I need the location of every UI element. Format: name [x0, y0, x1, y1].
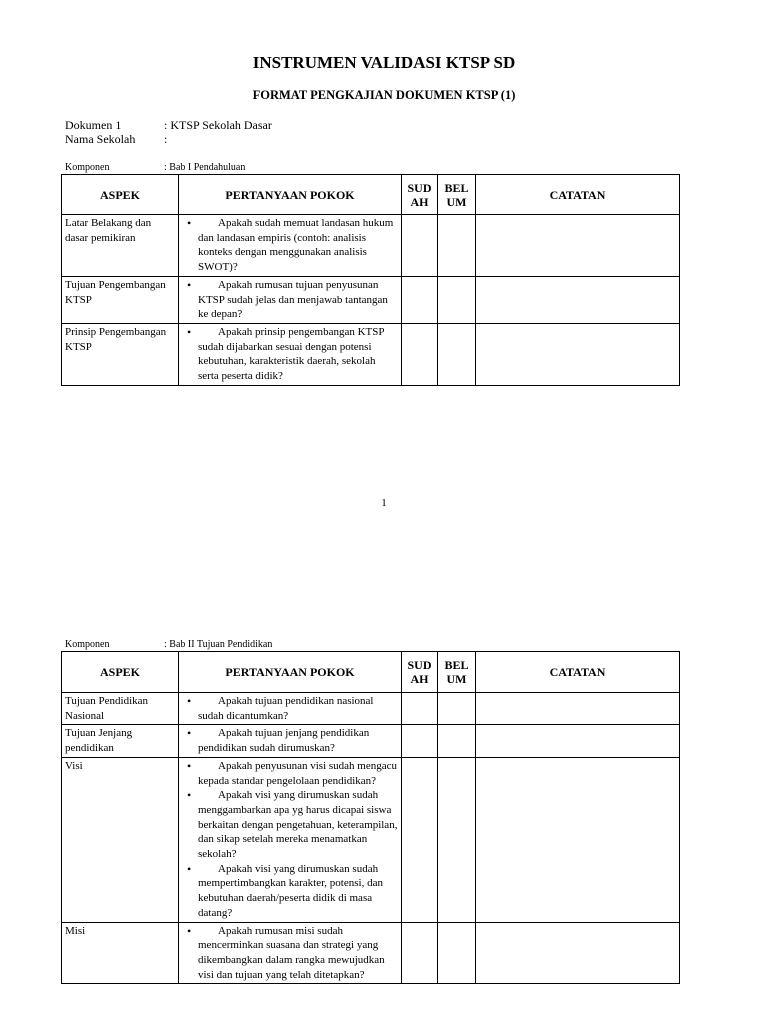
- aspek-cell: Prinsip Pengembangan KTSP: [62, 323, 179, 385]
- question-item: • Apakah penyusunan visi sudah mengacu kepada standar pengelolaan pendidikan?: [188, 759, 398, 788]
- question-item: • Apakah visi yang dirumuskan sudah mempertimbangkan karakter, potensi, dan kebutuhan daerah/peserta didik di masa datang?: [188, 862, 398, 921]
- table-row: [62, 757, 680, 922]
- header-sudah-line2: AH: [410, 194, 429, 209]
- pertanyaan-cell: [179, 276, 402, 323]
- header-catatan: CATATAN: [476, 652, 680, 693]
- header-pertanyaan: PERTANYAAN POKOK: [179, 175, 402, 215]
- document-title: INSTRUMEN VALIDASI KTSP SD: [252, 53, 516, 72]
- pertanyaan-cell: [179, 757, 402, 922]
- sudah-cell[interactable]: [402, 757, 438, 922]
- aspek-cell: Tujuan Pendidikan Nasional: [62, 693, 179, 725]
- page-number: 1: [381, 497, 387, 509]
- table-row: [62, 323, 680, 385]
- header-belum: [438, 652, 476, 693]
- sudah-cell[interactable]: [402, 323, 438, 385]
- header-sudah: [402, 652, 438, 693]
- header-belum-line1: BEL: [444, 180, 469, 195]
- sekolah-value: :: [164, 132, 168, 146]
- aspek-cell: Tujuan Jenjang pendidikan: [62, 725, 179, 757]
- table-header-row: [62, 652, 680, 693]
- komponen-value-1: : Bab I Pendahuluan: [164, 162, 246, 173]
- question-list: [182, 694, 398, 723]
- catatan-cell[interactable]: [476, 276, 680, 323]
- header-sudah-line2: AH: [410, 672, 429, 686]
- table-row: [62, 215, 680, 277]
- header-belum-line1: BEL: [444, 658, 469, 672]
- aspek-cell: Latar Belakang dan dasar pemikiran: [62, 215, 179, 277]
- belum-cell[interactable]: [438, 693, 476, 725]
- question-list: [182, 759, 398, 921]
- question-list: [182, 216, 398, 275]
- header-sudah: [402, 175, 438, 215]
- question-item: • Apakah visi yang dirumuskan sudah menggambarkan apa yg harus dicapai siswa berkaitan dengan pengetahuan, keterampilan, dan sikap setelah mereka menamatkan sekolah?: [188, 788, 398, 862]
- pertanyaan-cell: [179, 725, 402, 757]
- table-row: [62, 725, 680, 757]
- catatan-cell[interactable]: [476, 693, 680, 725]
- header-belum: [438, 175, 476, 215]
- question-list: [182, 726, 398, 755]
- catatan-cell[interactable]: [476, 757, 680, 922]
- sekolah-label: Nama Sekolah: [65, 132, 136, 146]
- catatan-cell[interactable]: [476, 922, 680, 984]
- belum-cell[interactable]: [438, 725, 476, 757]
- catatan-cell[interactable]: [476, 215, 680, 277]
- header-belum-line2: UM: [446, 194, 467, 209]
- sudah-cell[interactable]: [402, 276, 438, 323]
- question-list: [182, 325, 398, 384]
- pertanyaan-cell: [179, 323, 402, 385]
- table-row: [62, 276, 680, 323]
- belum-cell[interactable]: [438, 757, 476, 922]
- sudah-cell[interactable]: [402, 693, 438, 725]
- table-header-row: [62, 175, 680, 215]
- aspek-cell: Tujuan Pengembangan KTSP: [62, 276, 179, 323]
- question-item: • Apakah sudah memuat landasan hukum dan landasan empiris (contoh: analisis konteks dengan menggunakan analisis SWOT)?: [188, 216, 398, 275]
- table-row: [62, 922, 680, 984]
- question-item: • Apakah rumusan misi sudah mencerminkan suasana dan strategi yang dikembangkan dalam rangka mewujudkan visi dan tujuan yang telah ditetapkan?: [188, 924, 398, 983]
- belum-cell[interactable]: [438, 276, 476, 323]
- header-catatan: CATATAN: [476, 175, 680, 215]
- header-belum-line2: UM: [446, 672, 467, 686]
- aspek-cell: Visi: [62, 757, 179, 922]
- question-item: • Apakah prinsip pengembangan KTSP sudah dijabarkan sesuai dengan potensi kebutuhan, karakteristik daerah, sekolah serta peserta didik?: [188, 325, 398, 384]
- belum-cell[interactable]: [438, 922, 476, 984]
- header-aspek: ASPEK: [62, 175, 179, 215]
- sudah-cell[interactable]: [402, 922, 438, 984]
- komponen-value-2: : Bab II Tujuan Pendidikan: [164, 639, 273, 650]
- header-aspek: ASPEK: [62, 652, 179, 693]
- pertanyaan-cell: [179, 215, 402, 277]
- pertanyaan-cell: [179, 922, 402, 984]
- catatan-cell[interactable]: [476, 323, 680, 385]
- question-list: [182, 278, 398, 322]
- komponen-label-2: Komponen: [65, 639, 110, 650]
- dokumen-value: : KTSP Sekolah Dasar: [164, 118, 272, 132]
- question-item: • Apakah tujuan pendidikan nasional sudah dicantumkan?: [188, 694, 398, 723]
- aspek-cell: Misi: [62, 922, 179, 984]
- validation-table-1: [61, 174, 680, 386]
- sudah-cell[interactable]: [402, 215, 438, 277]
- header-sudah-line1: SUD: [407, 180, 432, 195]
- table-row: [62, 693, 680, 725]
- validation-table-2: [61, 651, 680, 984]
- belum-cell[interactable]: [438, 323, 476, 385]
- belum-cell[interactable]: [438, 215, 476, 277]
- komponen-label-1: Komponen: [65, 162, 110, 173]
- question-list: [182, 924, 398, 983]
- sudah-cell[interactable]: [402, 725, 438, 757]
- question-item: • Apakah rumusan tujuan penyusunan KTSP sudah jelas dan menjawab tantangan ke depan?: [188, 278, 398, 322]
- header-sudah-line1: SUD: [407, 658, 432, 672]
- catatan-cell[interactable]: [476, 725, 680, 757]
- header-pertanyaan: PERTANYAAN POKOK: [179, 652, 402, 693]
- document-subtitle: FORMAT PENGKAJIAN DOKUMEN KTSP (1): [252, 88, 516, 102]
- pertanyaan-cell: [179, 693, 402, 725]
- question-item: • Apakah tujuan jenjang pendidikan pendidikan sudah dirumuskan?: [188, 726, 398, 755]
- dokumen-label: Dokumen 1: [65, 118, 122, 132]
